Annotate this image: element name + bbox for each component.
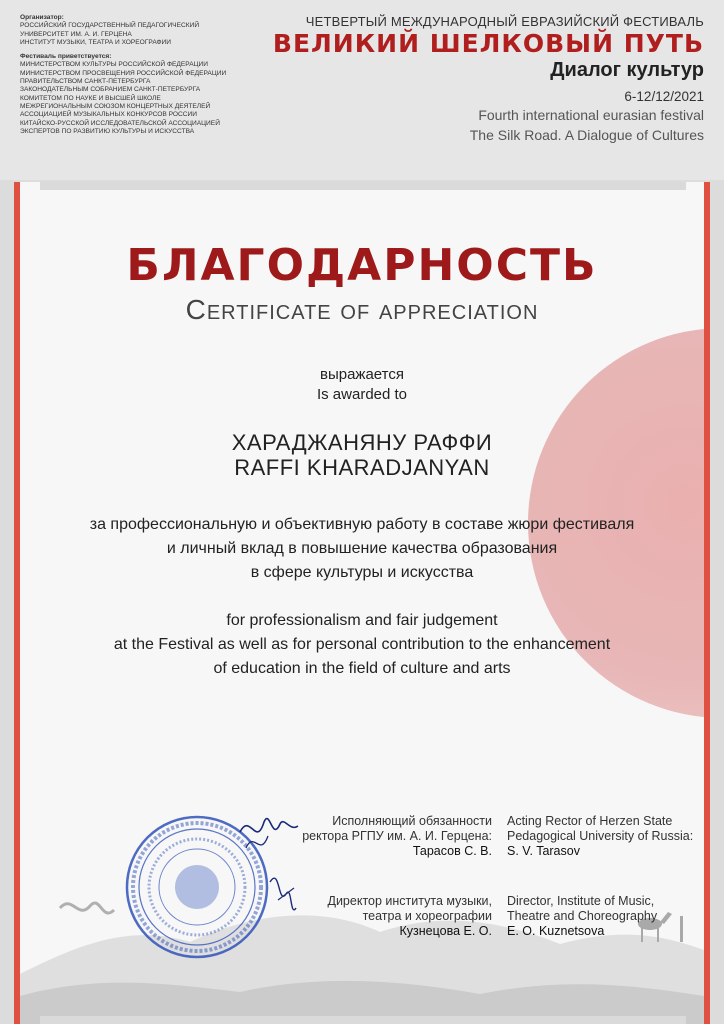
signatory-2-ru	[327, 894, 492, 939]
signatory-2-role-ru: Директор института музыки,	[327, 894, 492, 908]
signatures-handwriting	[220, 808, 310, 958]
organizer-line: РОССИЙСКИЙ ГОСУДАРСТВЕННЫЙ ПЕДАГОГИЧЕСКИЙ	[20, 22, 200, 30]
awarded-ru: выражается	[320, 366, 404, 383]
calligraphy-mark	[60, 903, 114, 913]
signatory-1-role-en: Pedagogical University of Russia:	[507, 829, 694, 843]
welcome-line: КИТАЙСКО-РУССКОЙ ИССЛЕДОВАТЕЛЬСКОЙ АССОЦИАЦИЕЙ	[20, 119, 220, 127]
welcome-line: МЕЖРЕГИОНАЛЬНЫМ СОЮЗОМ КОНЦЕРТНЫХ ДЕЯТЕЛЕЙ	[20, 102, 211, 110]
signatory-1-role-ru: ректора РГПУ им. А. И. Герцена:	[302, 829, 492, 843]
bottom-bar	[40, 1016, 686, 1024]
signatory-2-role-en: Theatre and Choreography	[507, 909, 658, 923]
organizer-line: УНИВЕРСИТЕТ ИМ. А. И. ГЕРЦЕНА	[20, 30, 132, 38]
festival-name: ВЕЛИКИЙ ШЕЛКОВЫЙ ПУТЬ	[272, 29, 704, 58]
organizer-block	[20, 14, 226, 136]
signatory-2-en	[507, 894, 657, 939]
welcome-line: МИНИСТЕРСТВОМ КУЛЬТУРЫ РОССИЙСКОЙ ФЕДЕРАЦИИ	[20, 61, 208, 69]
signatory-2-role-ru: театра и хореографии	[362, 909, 492, 923]
header	[0, 0, 724, 180]
festival-subtitle: Диалог культур	[550, 59, 704, 81]
reason-ru-line: и личный вклад в повышение качества образования	[166, 540, 558, 557]
reason-en-line: at the Festival as well as for personal contribution to the enhancement	[113, 636, 611, 653]
signatory-1-role-en: Acting Rector of Herzen State	[507, 814, 673, 828]
recipient-name	[20, 430, 704, 480]
reason-en-line: of education in the field of culture and arts	[213, 660, 511, 677]
signatory-1-en	[507, 814, 693, 859]
signatory-1-name-en: S. V. Tarasov	[507, 844, 580, 858]
welcome-line: МИНИСТЕРСТВОМ ПРОСВЕЩЕНИЯ РОССИЙСКОЙ ФЕДЕРАЦИИ	[20, 69, 227, 77]
welcome-label: Фестиваль приветствуется:	[20, 53, 112, 61]
top-bar	[40, 182, 686, 190]
welcome-line: ЭКСПЕРТОВ ПО РАЗВИТИЮ КУЛЬТУРЫ И ИСКУССТВА	[20, 127, 195, 135]
welcome-line: ПРАВИТЕЛЬСТВОМ САНКТ-ПЕТЕРБУРГА	[20, 78, 151, 86]
certificate-subtitle: Certificate of appreciation	[185, 294, 539, 325]
reason-ru-line: за профессиональную и объективную работу в составе жюри фестиваля	[89, 516, 635, 533]
organizer-label: Организатор:	[20, 14, 64, 21]
reason-ru	[20, 513, 704, 585]
festival-block	[273, 14, 704, 144]
festival-en-line1: Fourth international eurasian festival	[478, 107, 704, 123]
reason-en	[20, 609, 704, 681]
festival-title: ЧЕТВЕРТЫЙ МЕЖДУНАРОДНЫЙ ЕВРАЗИЙСКИЙ ФЕСТИВАЛЬ	[305, 14, 704, 29]
recipient-name-en: RAFFI KHARADJANYAN	[234, 455, 490, 480]
welcome-line: КОМИТЕТОМ ПО НАУКЕ И ВЫСШЕЙ ШКОЛЕ	[20, 94, 161, 102]
signatory-2-name-en: E. O. Kuznetsova	[507, 924, 605, 938]
welcome-line: АССОЦИАЦИЕЙ МУЗЫКАЛЬНЫХ КОНКУРСОВ РОССИИ	[20, 111, 198, 119]
signatory-1-role-ru: Исполняющий обязанности	[332, 814, 492, 828]
welcome-line: ЗАКОНОДАТЕЛЬНЫМ СОБРАНИЕМ САНКТ-ПЕТЕРБУРГА	[20, 86, 201, 94]
organizer-line: ИНСТИТУТ МУЗЫКИ, ТЕАТРА И ХОРЕОГРАФИИ	[20, 38, 172, 46]
recipient-name-ru: ХАРАДЖАНЯНУ РАФФИ	[231, 430, 493, 455]
certificate-title: БЛАГОДАРНОСТЬ	[126, 240, 598, 291]
signatory-2-role-en: Director, Institute of Music,	[507, 894, 655, 908]
festival-dates: 6-12/12/2021	[624, 89, 704, 104]
signatory-1-ru	[302, 814, 492, 859]
signatory-1-name-ru: Тарасов С. В.	[412, 844, 492, 858]
awarded-en: Is awarded to	[316, 386, 408, 403]
signatory-2-name-ru: Кузнецова Е. О.	[399, 924, 492, 938]
reason-ru-line: в сфере культуры и искусства	[250, 564, 474, 581]
certificate-paper	[14, 182, 710, 1024]
reason-en-line: for professionalism and fair judgement	[226, 612, 498, 629]
festival-en-line2: The Silk Road. A Dialogue of Cultures	[469, 127, 704, 143]
